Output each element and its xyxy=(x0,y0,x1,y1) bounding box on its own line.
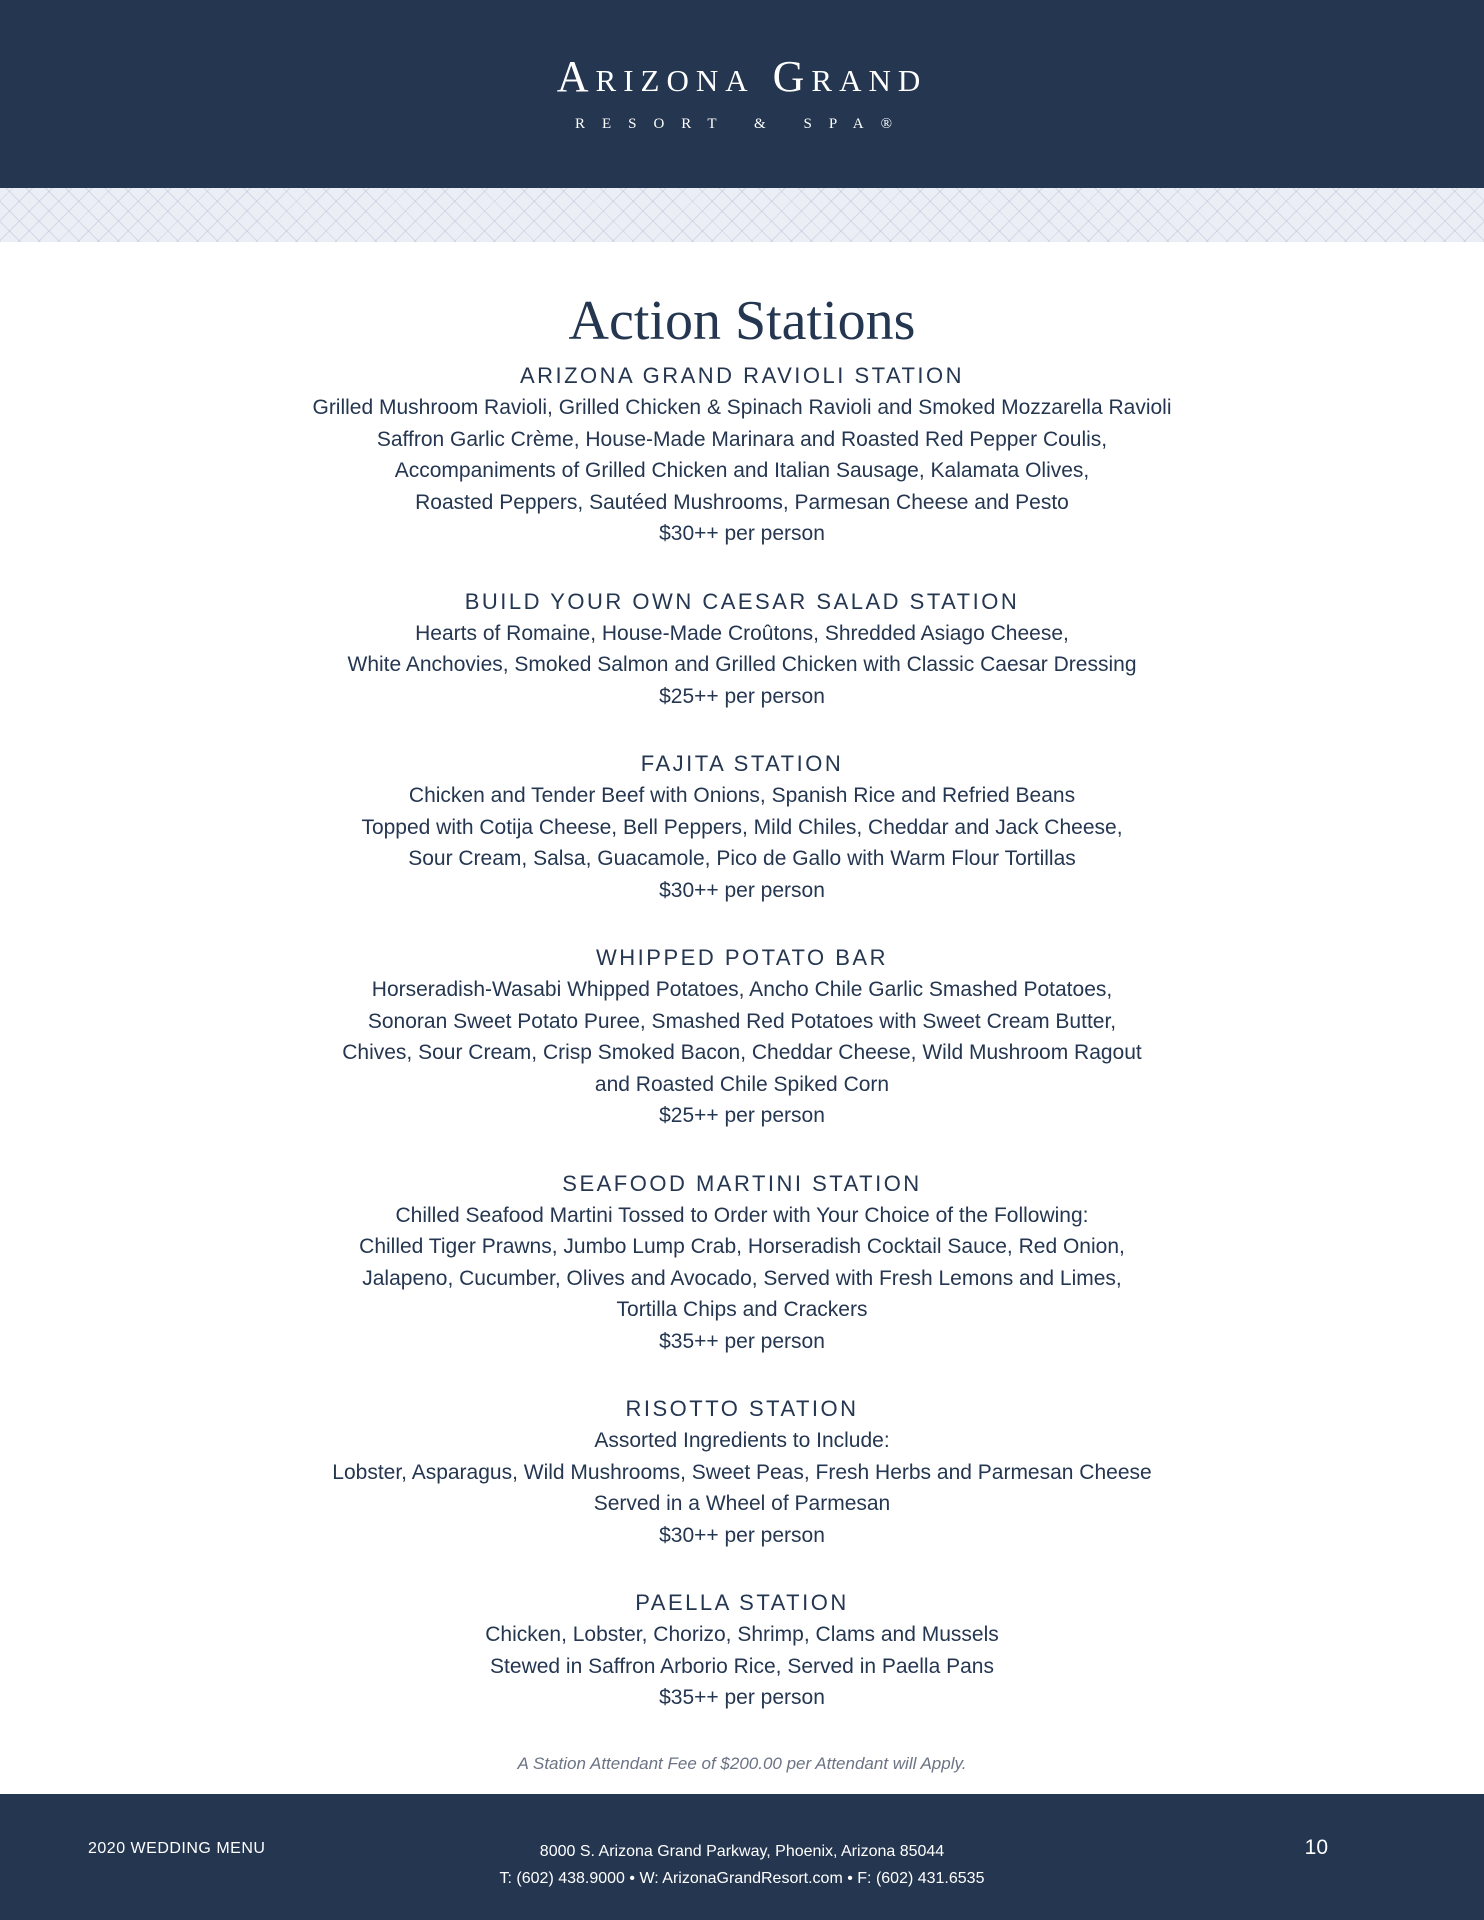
header-banner xyxy=(0,0,1484,188)
station-name: PAELLA STATION xyxy=(635,1590,849,1615)
station-description-line: Tortilla Chips and Crackers xyxy=(616,1298,868,1321)
footer-menu-label: 2020 WEDDING MENU xyxy=(88,1840,266,1857)
station-name: FAJITA STATION xyxy=(640,751,844,776)
station-description-line: White Anchovies, Smoked Salmon and Grilled Chicken with Classic Caesar Dressing xyxy=(347,653,1137,676)
station-description-line: Accompaniments of Grilled Chicken and Italian Sausage, Kalamata Olives, xyxy=(394,459,1090,482)
station-description-line: Assorted Ingredients to Include: xyxy=(594,1429,890,1452)
station-description-line: Stewed in Saffron Arborio Rice, Served in Paella Pans xyxy=(490,1654,994,1678)
station-price: $30++ per person xyxy=(659,878,825,902)
station-block xyxy=(0,1587,1484,1714)
station-price: $35++ per person xyxy=(659,1686,825,1709)
station-description-line: Hearts of Romaine, House-Made Croûtons, Shredded Asiago Cheese, xyxy=(415,621,1069,645)
attendant-fee-note: A Station Attendant Fee of $200.00 per Attendant will Apply. xyxy=(517,1754,967,1773)
footer-contact-line: T: (602) 438.9000 • W: ArizonaGrandResort.com • F: (602) 431.6535 xyxy=(499,1870,985,1887)
station-description-line: Chives, Sour Cream, Crisp Smoked Bacon, Cheddar Cheese, Wild Mushroom Ragout xyxy=(342,1041,1142,1064)
station-price: $25++ per person xyxy=(659,1104,825,1127)
station-description-line: Served in a Wheel of Parmesan xyxy=(593,1492,891,1515)
station-description-line: Lobster, Asparagus, Wild Mushrooms, Sweet Peas, Fresh Herbs and Parmesan Cheese xyxy=(332,1460,1152,1484)
station-description-line: and Roasted Chile Spiked Corn xyxy=(594,1072,890,1096)
station-price: $30++ per person xyxy=(659,1523,825,1547)
station-description-line: Chicken, Lobster, Chorizo, Shrimp, Clams and Mussels xyxy=(485,1623,999,1646)
page-number: 10 xyxy=(1304,1836,1328,1859)
footer xyxy=(0,1794,1484,1920)
page-title: Action Stations xyxy=(568,290,916,352)
station-description-line: Horseradish-Wasabi Whipped Potatoes, Ancho Chile Garlic Smashed Potatoes, xyxy=(371,978,1113,1001)
station-description-line: Roasted Peppers, Sautéed Mushrooms, Parmesan Cheese and Pesto xyxy=(415,490,1069,514)
footer-address: 8000 S. Arizona Grand Parkway, Phoenix, Arizona 85044 xyxy=(539,1843,945,1860)
station-block xyxy=(0,1168,1484,1358)
logo-brand-subtitle: RESORT & SPA® xyxy=(574,116,910,132)
decorative-pattern-band xyxy=(0,188,1484,242)
station-list xyxy=(0,360,1484,1714)
station-block xyxy=(0,748,1484,906)
station-price: $30++ per person xyxy=(659,522,825,545)
station-description-line: Chilled Tiger Prawns, Jumbo Lump Crab, Horseradish Cocktail Sauce, Red Onion, xyxy=(359,1235,1125,1258)
station-description-line: Saffron Garlic Crème, House-Made Marinara and Roasted Red Pepper Coulis, xyxy=(376,427,1108,451)
station-description-line: Jalapeno, Cucumber, Olives and Avocado, Served with Fresh Lemons and Limes, xyxy=(362,1266,1122,1290)
station-price: $25++ per person xyxy=(659,684,825,708)
station-description-line: Grilled Mushroom Ravioli, Grilled Chicken & Spinach Ravioli and Smoked Mozzarella Ravioli xyxy=(312,396,1172,419)
station-description-line: Topped with Cotija Cheese, Bell Peppers, Mild Chiles, Cheddar and Jack Cheese, xyxy=(361,815,1123,839)
logo-brand-name: Arizona Grand xyxy=(556,52,928,101)
station-name: SEAFOOD MARTINI STATION xyxy=(562,1170,922,1196)
station-block xyxy=(0,1393,1484,1551)
station-description-line: Chilled Seafood Martini Tossed to Order with Your Choice of the Following: xyxy=(395,1203,1089,1227)
station-price: $35++ per person xyxy=(659,1329,825,1353)
station-name: WHIPPED POTATO BAR xyxy=(596,945,888,970)
footer-contact-block xyxy=(0,1838,1484,1892)
station-block xyxy=(0,586,1484,713)
station-description-line: Sour Cream, Salsa, Guacamole, Pico de Gallo with Warm Flour Tortillas xyxy=(408,847,1076,870)
menu-content xyxy=(0,288,1484,1750)
resort-logo xyxy=(0,52,1484,134)
station-description-line: Sonoran Sweet Potato Puree, Smashed Red Potatoes with Sweet Cream Butter, xyxy=(367,1009,1117,1033)
station-block xyxy=(0,942,1484,1132)
station-description-line: Chicken and Tender Beef with Onions, Spanish Rice and Refried Beans xyxy=(408,784,1076,807)
station-name: BUILD YOUR OWN CAESAR SALAD STATION xyxy=(464,588,1020,614)
station-name: RISOTTO STATION xyxy=(625,1396,859,1421)
station-block xyxy=(0,360,1484,550)
station-name: ARIZONA GRAND RAVIOLI STATION xyxy=(519,363,965,388)
